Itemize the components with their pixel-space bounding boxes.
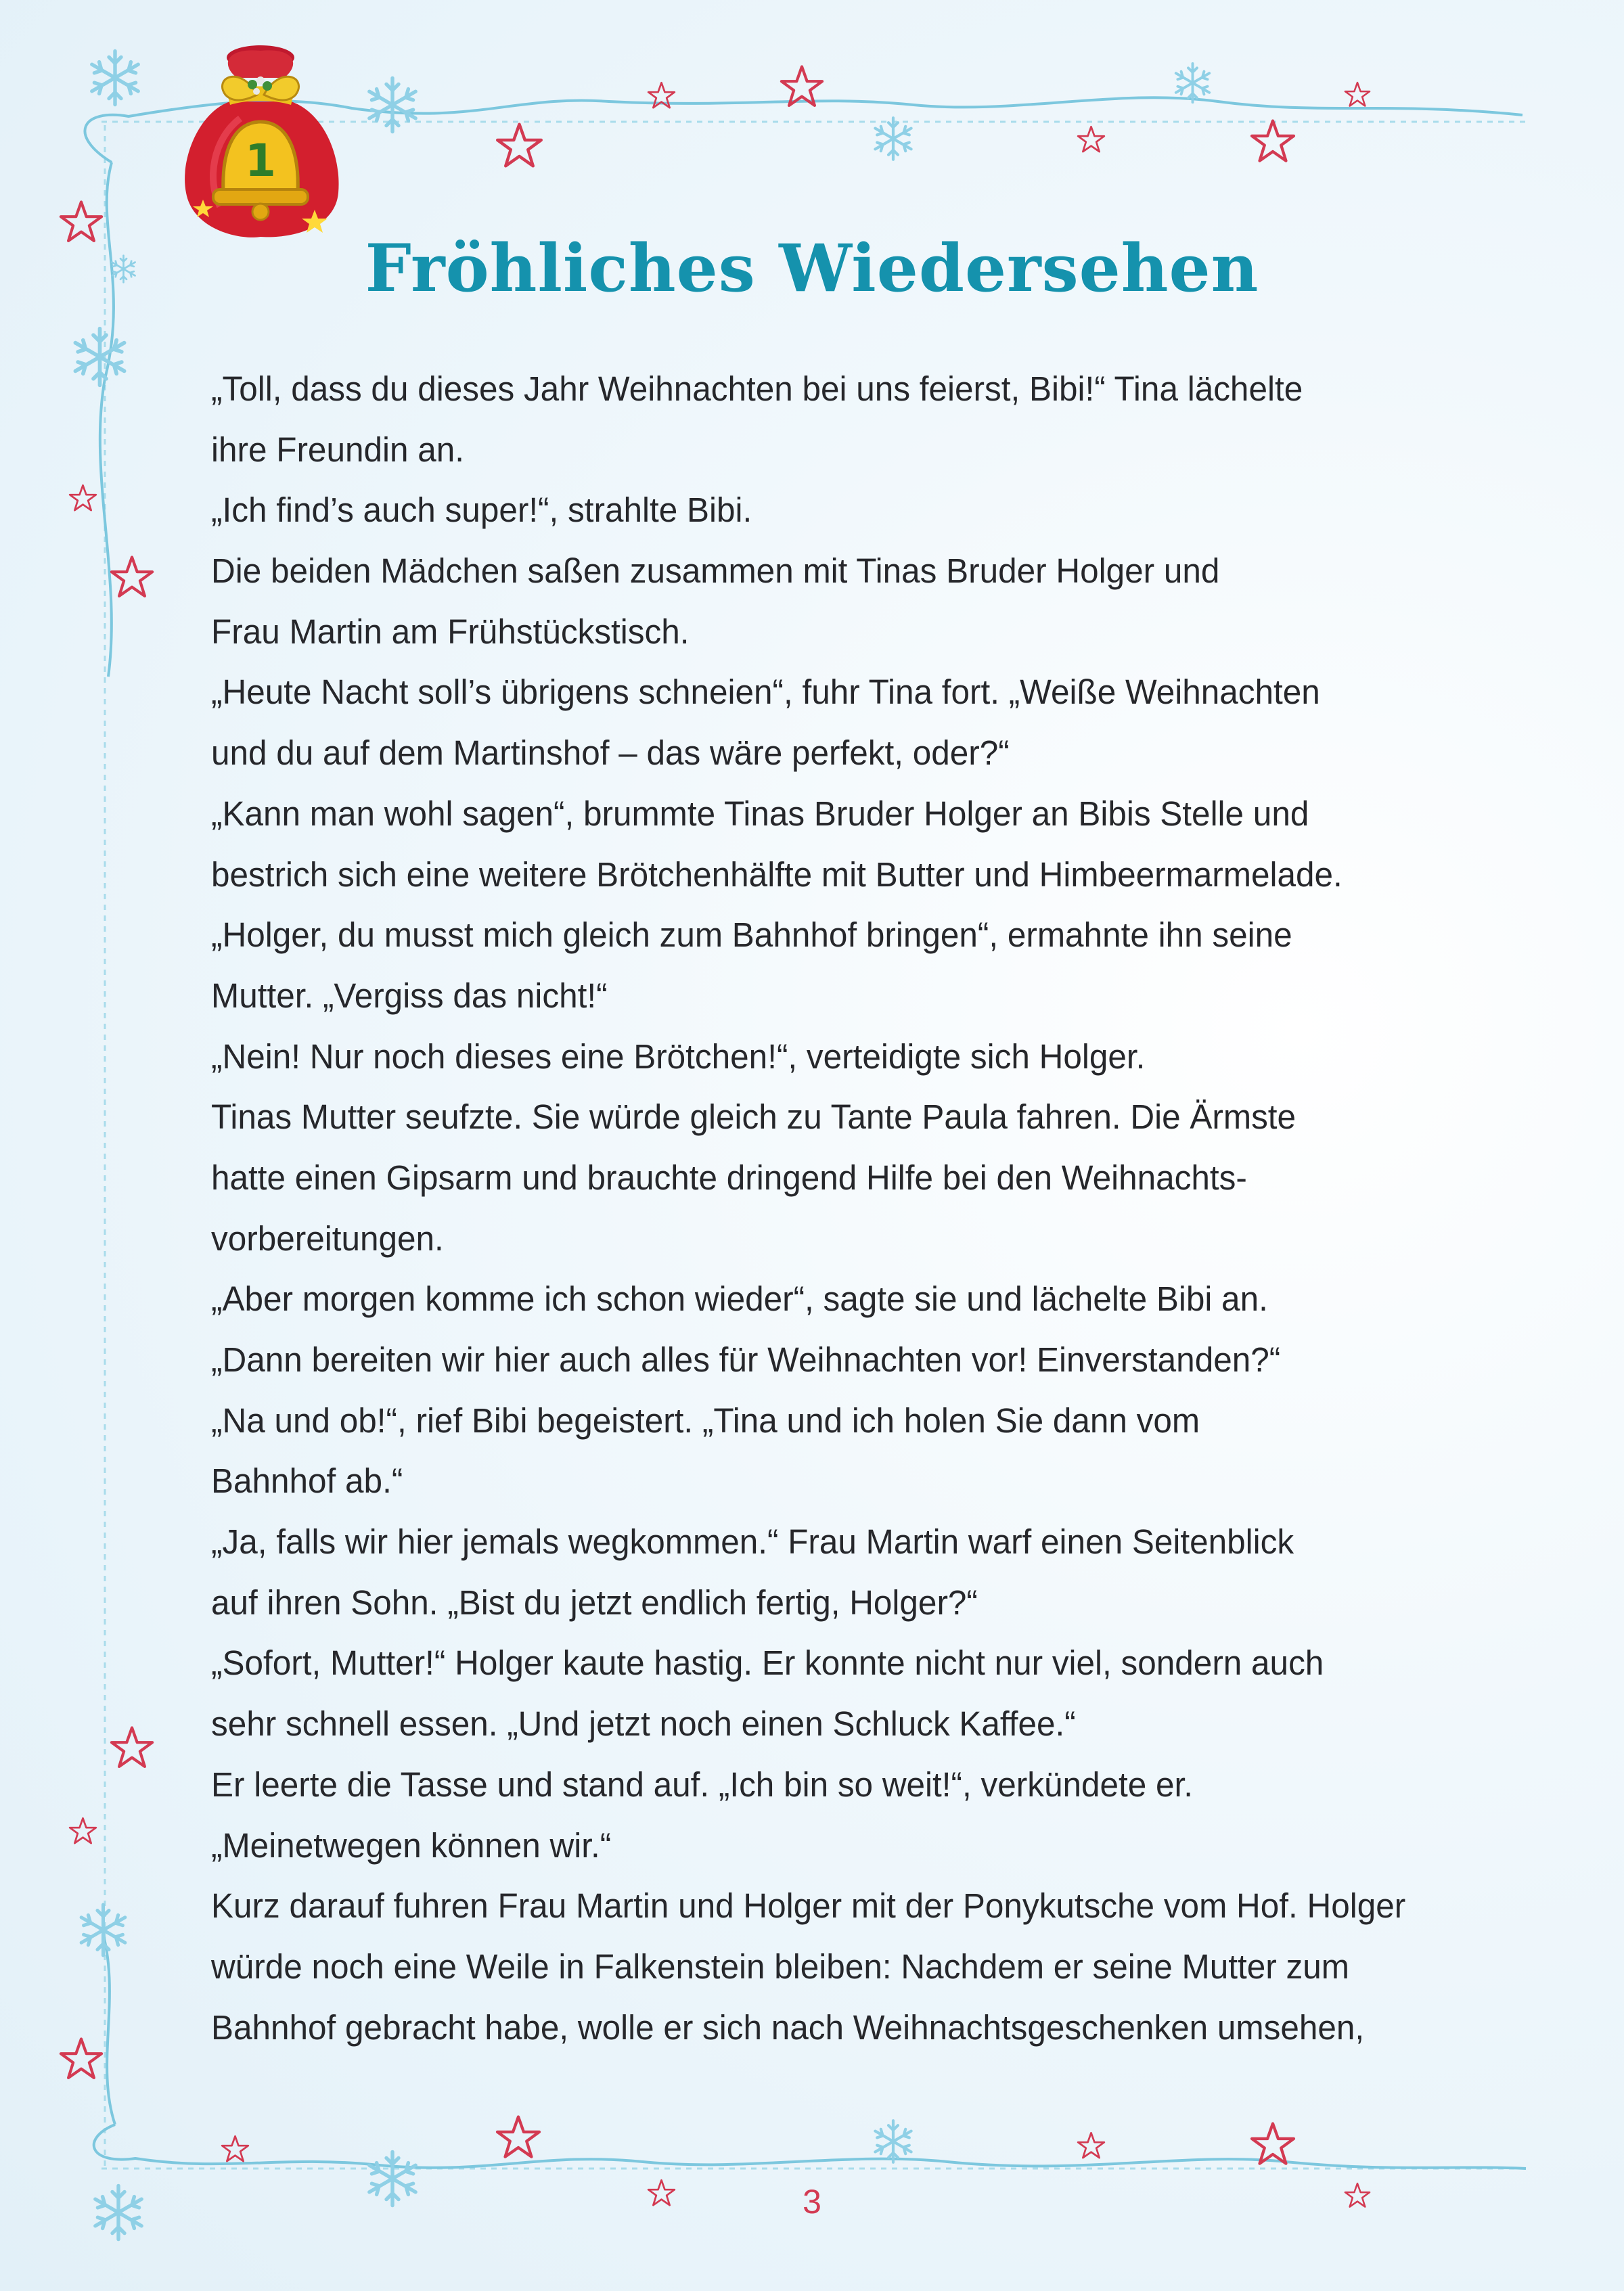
snowflake-icon (1176, 64, 1209, 102)
star-icon (497, 124, 541, 166)
text-line: „Heute Nacht soll’s übrigens schneien“, fuhr Tina fort. „Weiße Weihnachten (211, 673, 1320, 712)
chapter-badge-icon (173, 37, 348, 240)
snowflake-icon (369, 78, 415, 131)
star-icon (497, 2117, 539, 2157)
star-icon (112, 1728, 152, 1767)
text-line: Er leerte die Tasse und stand auf. „Ich bin so weit!“, verkündete er. (211, 1765, 1194, 1804)
snowflake-icon (75, 329, 124, 386)
star-icon (1078, 127, 1104, 152)
text-line: würde noch eine Weile in Falkenstein bleiben: Nachdem er seine Mutter zum (211, 1947, 1349, 1986)
snowflake-icon (81, 1905, 125, 1955)
text-line: Kurz darauf fuhren Frau Martin und Holger mit der Ponykutsche vom Hof. Holger (211, 1886, 1406, 1926)
text-line: auf ihren Sohn. „Bist du jetzt endlich fertig, Holger?“ (211, 1583, 978, 1622)
text-line: ihre Freundin an. (211, 430, 465, 469)
chapter-title: Fröhliches Wiedersehen (365, 230, 1259, 307)
text-line: „Ich find’s auch super!“, strahlte Bibi. (211, 491, 752, 530)
text-line: Bahnhof gebracht habe, wolle er sich nach Weihnachtsgeschenken umsehen, (211, 2008, 1365, 2047)
text-line: „Aber morgen komme ich schon wieder“, sagte sie und lächelte Bibi an. (211, 1279, 1268, 1319)
text-line: Bahnhof ab.“ (211, 1461, 403, 1501)
text-line: und du auf dem Martinshof – das wäre perfekt, oder?“ (211, 733, 1010, 773)
star-icon (1252, 121, 1294, 161)
star-icon (1252, 2124, 1294, 2164)
snowflake-icon (92, 51, 138, 104)
text-line: „Toll, dass du dieses Jahr Weihnachten bei uns feierst, Bibi!“ Tina lächelte (211, 369, 1303, 408)
text-line: bestrich sich eine weitere Brötchenhälfte mit Butter und Himbeermarmelade. (211, 855, 1343, 894)
star-icon (70, 485, 96, 510)
snowflake-icon (875, 118, 911, 160)
text-line: „Nein! Nur noch dieses eine Brötchen!“, verteidigte sich Holger. (211, 1037, 1146, 1076)
text-line: „Ja, falls wir hier jemals wegkommen.“ Frau Martin warf einen Seitenblick (211, 1522, 1294, 1562)
text-line: Tinas Mutter seufzte. Sie würde gleich zu Tante Paula fahren. Die Ärmste (211, 1097, 1296, 1137)
page-number: 3 (803, 2183, 821, 2221)
star-icon (70, 1818, 96, 1843)
text-line: „Na und ob!“, rief Bibi begeistert. „Tina und ich holen Sie dann vom (211, 1401, 1200, 1440)
star-icon (782, 67, 822, 106)
text-line: vorbereitungen. (211, 1219, 444, 1258)
text-line: Frau Martin am Frühstückstisch. (211, 612, 690, 651)
text-line: Mutter. „Vergiss das nicht!“ (211, 976, 608, 1015)
text-line: hatte einen Gipsarm und brauchte dringend Hilfe bei den Weihnachts- (211, 1158, 1247, 1197)
star-icon (1345, 83, 1370, 106)
star-icon (1078, 2133, 1104, 2158)
snowflake-icon (875, 2120, 911, 2162)
star-icon (222, 2136, 248, 2161)
text-line: „Kann man wohl sagen“, brummte Tinas Bruder Holger an Bibis Stelle und (211, 794, 1309, 833)
text-line: sehr schnell essen. „Und jetzt noch einen Schluck Kaffee.“ (211, 1704, 1076, 1744)
chapter-number: 1 (245, 135, 276, 187)
text-line: „Meinetwegen können wir.“ (211, 1825, 612, 1865)
text-line: „Sofort, Mutter!“ Holger kaute hastig. Er konnte nicht nur viel, sondern auch (211, 1643, 1324, 1683)
story-text (211, 359, 1511, 2058)
star-icon (61, 2039, 102, 2078)
text-line: „Dann bereiten wir hier auch alles für Weihnachten vor! Einverstanden?“ (211, 1340, 1281, 1379)
star-icon (112, 558, 152, 596)
text-line: Die beiden Mädchen saßen zusammen mit Tinas Bruder Holger und (211, 551, 1220, 591)
text-line: „Holger, du musst mich gleich zum Bahnhof bringen“, ermahnte ihn seine (211, 915, 1292, 955)
